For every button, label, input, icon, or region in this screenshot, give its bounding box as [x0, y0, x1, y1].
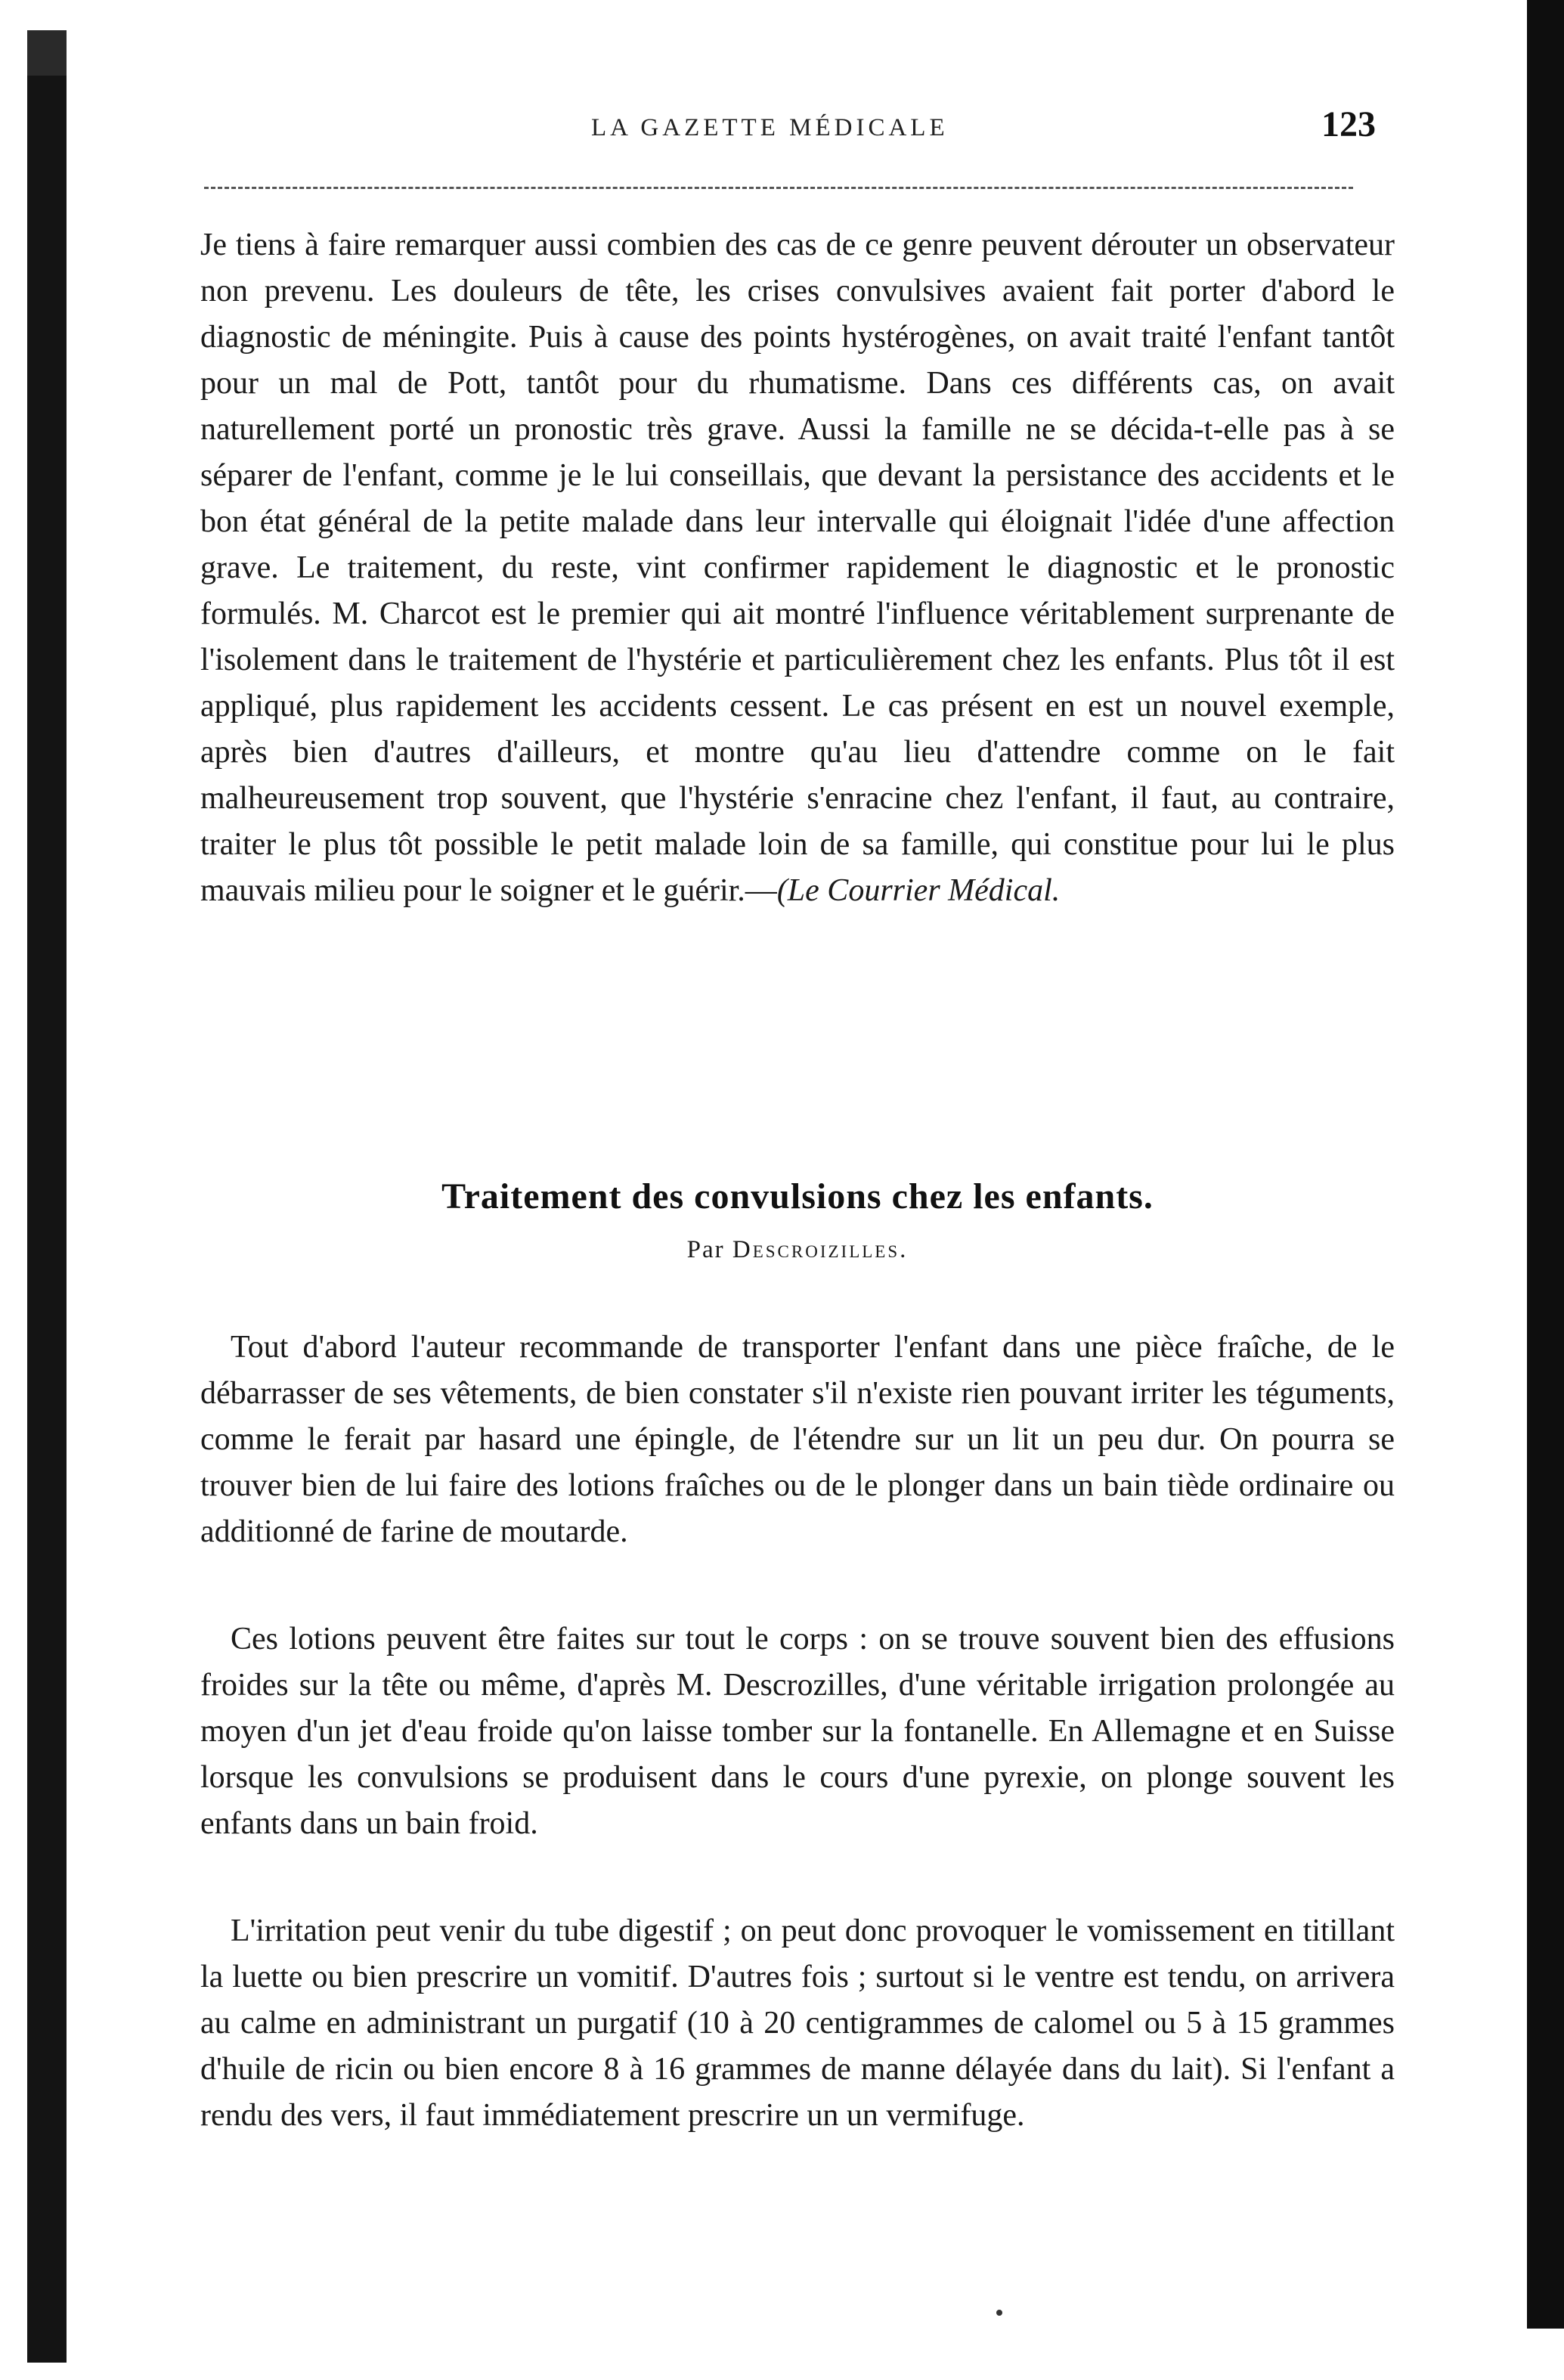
byline-prefix: Par: [686, 1236, 725, 1263]
right-scan-border: [1527, 0, 1564, 2329]
running-head: LA GAZETTE MÉDICALE: [591, 114, 949, 141]
left-binding-shadow: [27, 30, 67, 2363]
ink-speck: [996, 2310, 1002, 2316]
section-byline: [200, 1236, 1395, 1264]
paragraph-3: Ces lotions peuvent être faites sur tout le corps : on se trouve souvent bien des effusions froides sur la tête ou même, d'après M. Descrozilles, d'une véritable irrigation prolongée au moyen d'un jet d'eau froide qu'on laisse tomber sur la fontanelle. En Allemagne et en Suisse lorsque les convulsions se produisent dans le cours d'une pyrexie, on plonge souvent les enfants dans un bain froid.: [200, 1622, 1395, 1841]
paragraph-1-source: (Le Courrier Médical.: [776, 873, 1061, 908]
left-binding-edge: [27, 30, 67, 76]
page-number: 123: [1321, 104, 1376, 144]
header-rule: [204, 187, 1353, 189]
paragraph-2: Tout d'abord l'auteur recommande de transporter l'enfant dans une pièce fraîche, de le débarrasser de ses vêtements, de bien constater s'il n'existe rien pouvant irriter les téguments, comme le ferait par hasard une épingle, de l'étendre sur un lit un peu dur. On pourra se trouver bien de lui faire des lotions fraîches ou de le plonger dans un bain tiède ordinaire ou additionné de farine de moutarde.: [200, 1330, 1395, 1549]
paragraph-1: [200, 222, 1395, 914]
section-title: Traitement des convulsions chez les enfants.: [441, 1176, 1154, 1216]
page-header: [197, 102, 1376, 163]
byline-author: Descroizilles.: [732, 1236, 909, 1263]
paragraph-1-text: Je tiens à faire remarquer aussi combien des cas de ce genre peuvent dérouter un observateur non prevenu. Les douleurs de tête, les crises convulsives avaient fait porter d'abord le diagnostic de méningite. Puis à cause des points hystérogènes, on avait traité l'enfant tantôt pour un mal de Pott, tantôt pour du rhumatisme. Dans ces différents cas, on avait naturellement porté un pronostic très grave. Aussi la famille ne se décida-t-elle pas à se séparer de l'enfant, comme je le lui conseillais, que devant la persistance des accidents et le bon état général de la petite malade dans leur intervalle qui éloignait l'idée d'une affection grave. Le traitement, du reste, vint confirmer rapidement le diagnostic et le pronostic formulés. M. Charcot est le premier qui ait montré l'influence véritablement surprenante de l'isolement dans le traitement de l'hystérie et particulièrement chez les enfants. Plus tôt il est appliqué, plus rapidement les accidents cessent. Le cas présent en est un nouvel exemple, après bien d'autres d'ailleurs, et montre qu'au lieu d'attendre comme on le fait malheureusement trop souvent, que l'hystérie s'enracine chez l'enfant, il faut, au contraire, traiter le plus tôt possible le petit malade loin de sa famille, qui constitue pour lui le plus mauvais milieu pour le soigner et le guérir.—: [200, 228, 1395, 908]
paragraph-4: L'irritation peut venir du tube digestif ; on peut donc provoquer le vomissement en titillant la luette ou bien prescrire un vomitif. D'autres fois ; surtout si le ventre est tendu, on arrivera au calme en administrant un purgatif (10 à 20 centigrammes de calomel ou 5 à 15 grammes d'huile de ricin ou bien encore 8 à 16 grammes de manne délayée dans du lait). Si l'enfant a rendu des vers, il faut immédiatement prescrire un un vermifuge.: [200, 1914, 1395, 2133]
